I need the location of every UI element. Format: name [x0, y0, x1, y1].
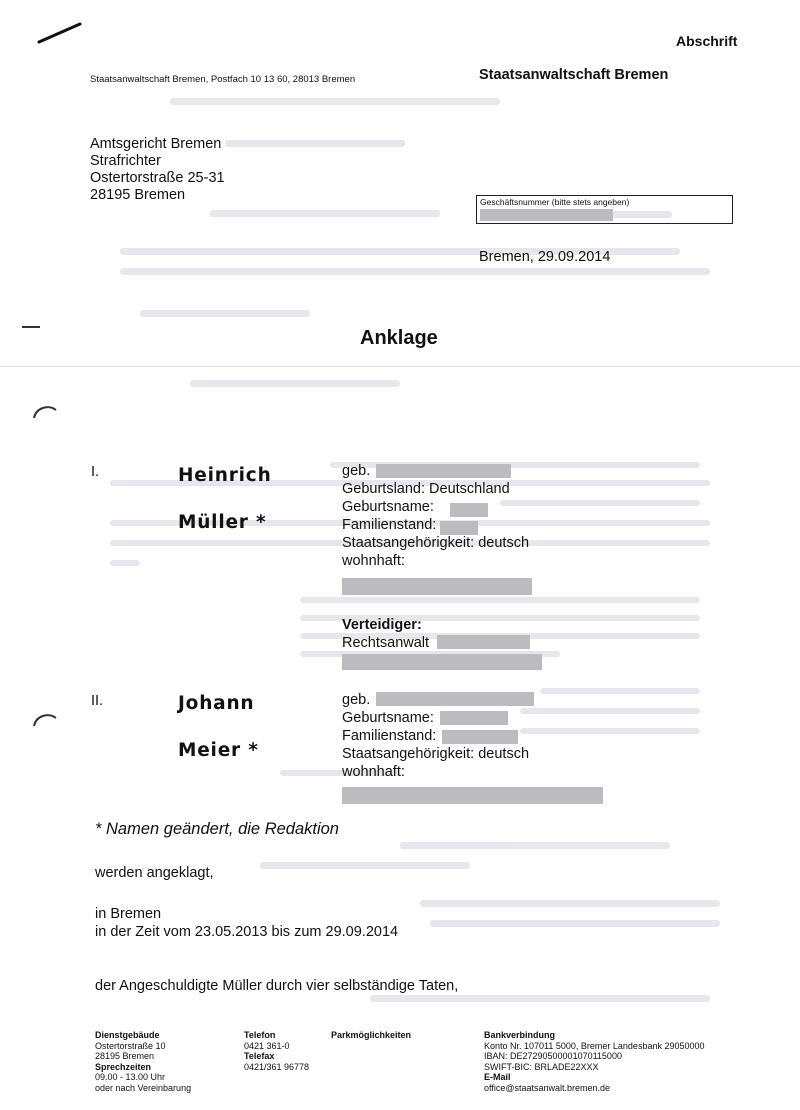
field-geb: geb.: [342, 463, 371, 479]
redaction-defender-name: [437, 635, 530, 649]
date-line: Bremen, 29.09.2014: [479, 249, 611, 265]
defendant-numeral: II.: [91, 693, 104, 709]
authority-name: Staatsanwaltschaft Bremen: [479, 67, 669, 83]
defender-label: Verteidiger:: [342, 617, 422, 633]
defendant-last-name: Meier *: [178, 740, 259, 761]
footer-bank: [484, 1030, 705, 1093]
footer-building-city: 28195 Bremen: [95, 1051, 155, 1061]
footer-phone-label: Telefon: [244, 1030, 276, 1040]
footer-fax: 0421/361 96778: [244, 1061, 310, 1072]
case-number-redaction: [480, 209, 613, 221]
footer-parking-label: Parkmöglichkeiten: [331, 1030, 412, 1040]
place-text: in Bremen: [95, 906, 162, 922]
redaction-birthdate: [376, 692, 534, 706]
footer-building-street: Ostertorstraße 10: [95, 1040, 166, 1051]
recipient-address: [90, 136, 225, 204]
footer-hours-note: oder nach Vereinbarung: [95, 1082, 192, 1093]
footer-fax-label: Telefax: [244, 1051, 275, 1061]
period-text: in der Zeit vom 23.05.2013 bis zum 29.09.2014: [95, 924, 399, 940]
footer-bank-account: Konto Nr. 107011 5000, Bremer Landesbank 29050000: [484, 1040, 705, 1051]
charged-text: werden angeklagt,: [95, 865, 214, 881]
field-geburtsname: Geburtsname:: [342, 499, 434, 515]
redaction-defender-address: [342, 654, 542, 670]
footer-contact: [244, 1030, 309, 1072]
redaction-marital-status: [440, 521, 478, 535]
footer-email-label: E-Mail: [484, 1072, 511, 1082]
footer-iban: IBAN: DE27290500001070115000: [484, 1051, 622, 1061]
defendant-numeral: I.: [91, 464, 100, 480]
recipient-line: 28195 Bremen: [90, 187, 186, 203]
recipient-line: Ostertorstraße 25-31: [90, 170, 225, 186]
field-staatsangehoerigkeit: Staatsangehörigkeit: deutsch: [342, 535, 530, 551]
field-familienstand: Familienstand:: [342, 517, 437, 533]
footer-phone: 0421 361-0: [244, 1040, 290, 1051]
field-wohnhaft: wohnhaft:: [342, 553, 405, 569]
footer-swift: SWIFT-BIC: BRLADE22XXX: [484, 1061, 599, 1072]
field-geburtsland: Geburtsland: Deutschland: [342, 481, 510, 497]
case-number-label: Geschäftsnummer (bitte stets angeben): [480, 197, 630, 207]
defendant-details: [342, 462, 529, 570]
footer-hours-label: Sprechzeiten: [95, 1061, 152, 1072]
field-geb: geb.: [342, 692, 371, 708]
case-number-box: [476, 195, 733, 224]
place-period: [95, 905, 398, 941]
field-familienstand: Familienstand:: [342, 728, 437, 744]
name-change-note: * Namen geändert, die Redaktion: [95, 820, 339, 838]
footer-email: office@staatsanwalt.bremen.de: [484, 1082, 611, 1093]
redaction-birthdate: [376, 464, 511, 478]
redaction-address: [342, 787, 603, 804]
defendant-last-name: Müller *: [178, 512, 267, 533]
defendant-first-name: Heinrich: [178, 465, 272, 486]
footer-building-label: Dienstgebäude: [95, 1030, 160, 1040]
sender-line: Staatsanwaltschaft Bremen, Postfach 10 13 60, 28013 Bremen: [90, 74, 356, 85]
field-staatsangehoerigkeit: Staatsangehörigkeit: deutsch: [342, 746, 530, 762]
footer-bank-label: Bankverbindung: [484, 1030, 556, 1040]
footer-hours-time: 09.00 - 13.00 Uhr: [95, 1072, 166, 1082]
accusation-text: der Angeschuldigte Müller durch vier selbständige Taten,: [95, 978, 459, 994]
recipient-line: Strafrichter: [90, 153, 161, 169]
redaction-birthname: [450, 503, 488, 517]
field-geburtsname: Geburtsname:: [342, 710, 434, 726]
document-title: Anklage: [360, 327, 438, 349]
defendant-first-name: Johann: [178, 693, 255, 714]
defender-name: Rechtsanwalt: [342, 635, 430, 651]
recipient-line: Amtsgericht Bremen: [90, 136, 222, 152]
redaction-address: [342, 578, 532, 595]
field-wohnhaft: wohnhaft:: [342, 764, 405, 780]
redaction-birthname: [440, 711, 508, 725]
footer-building: [95, 1030, 191, 1093]
copy-mark: Abschrift: [676, 33, 738, 49]
redaction-marital-status: [442, 730, 518, 744]
